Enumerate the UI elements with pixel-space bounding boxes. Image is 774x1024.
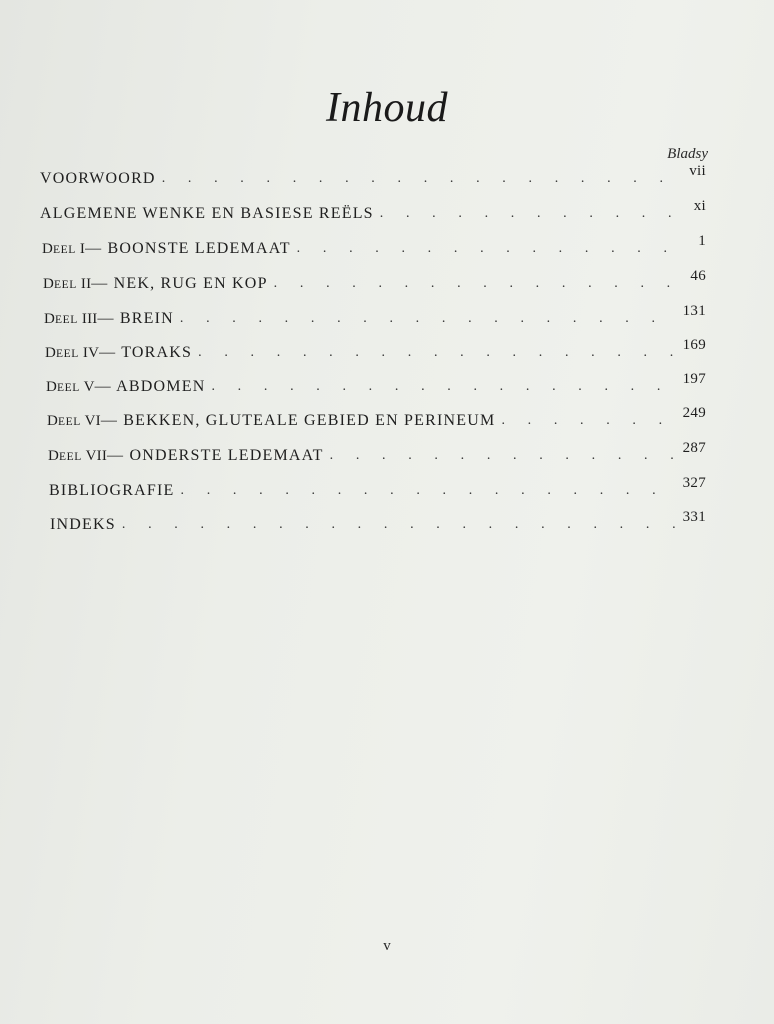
part-prefix-smallcaps: EEL xyxy=(58,416,81,428)
toc-entry-label: — BOONSTE LEDEMAAT xyxy=(85,240,291,257)
toc-entry-deel-4 xyxy=(45,337,706,362)
toc-entry-page: 46 xyxy=(690,268,706,284)
dot-leader xyxy=(274,276,683,292)
toc-entry-part-number: IV xyxy=(82,345,100,361)
toc-entry-part-number: VI xyxy=(84,413,101,429)
toc-entry-label: — ONDERSTE LEDEMAAT xyxy=(107,447,324,464)
toc-entry-label: BIBLIOGRAFIE xyxy=(49,482,175,499)
toc-entry-label: — BEKKEN, GLUTEALE GEBIED EN PERINEUM xyxy=(100,412,496,429)
dot-leader xyxy=(380,206,686,222)
toc-entry-part-number: I xyxy=(79,241,86,257)
toc-entry-deel-5 xyxy=(46,371,706,396)
toc-entry-label: INDEKS xyxy=(50,516,116,533)
dot-leader xyxy=(501,413,674,429)
part-prefix-smallcaps: EEL xyxy=(55,314,78,326)
toc-entry-label: ALGEMENE WENKE EN BASIESE REËLS xyxy=(40,205,374,222)
toc-entry-part: DEEL VII xyxy=(48,448,108,464)
toc-entry-page: 169 xyxy=(682,337,706,353)
toc-entry-page: 327 xyxy=(682,475,706,491)
toc-entry-deel-3 xyxy=(44,303,706,328)
toc-entry-part: DEEL VI xyxy=(47,413,101,429)
toc-entry-label: VOORWOORD xyxy=(40,170,156,187)
toc-entry-deel-1 xyxy=(42,233,706,258)
toc-entry-indeks xyxy=(50,509,706,534)
toc-entry-part-number: V xyxy=(83,379,95,395)
toc-entry-part: DEEL III xyxy=(44,311,98,327)
toc-entry-page: 131 xyxy=(682,303,706,319)
dot-leader xyxy=(162,171,682,187)
toc-entry-page: vii xyxy=(689,163,706,179)
toc-entry-part: DEEL II xyxy=(43,276,92,292)
toc-entry-label: — BREIN xyxy=(97,310,174,327)
dot-leader xyxy=(122,517,675,533)
toc-entry-part: DEEL I xyxy=(42,241,86,257)
toc-entry-label: — TORAKS xyxy=(99,344,193,361)
toc-entry-part: DEEL V xyxy=(46,379,95,395)
part-prefix-smallcaps: EEL xyxy=(53,244,76,256)
dot-leader xyxy=(180,311,675,327)
part-prefix-smallcaps: EEL xyxy=(59,451,82,463)
page-column-header: Bladsy xyxy=(667,146,708,162)
page-title: Inhoud xyxy=(326,85,448,131)
toc-entry-deel-7 xyxy=(48,440,706,465)
toc-entry-part-number: VII xyxy=(85,448,108,464)
dot-leader xyxy=(330,448,675,464)
toc-entry-label: — NEK, RUG EN KOP xyxy=(91,275,268,292)
toc-entry-voorwoord xyxy=(40,163,706,188)
toc-entry-algemene-wenke xyxy=(40,198,706,223)
part-prefix-smallcaps: EEL xyxy=(56,348,79,360)
dot-leader xyxy=(297,241,691,257)
toc-entry-part-number: II xyxy=(80,276,92,292)
part-prefix-smallcaps: EEL xyxy=(57,382,80,394)
toc-entry-page: 249 xyxy=(682,405,706,421)
toc-entry-deel-6 xyxy=(47,405,706,430)
toc-entry-page: xi xyxy=(693,198,706,214)
part-prefix-smallcaps: EEL xyxy=(54,279,77,291)
toc-entry-page: 1 xyxy=(698,233,706,249)
toc-entry-page: 287 xyxy=(682,440,706,456)
toc-entry-page: 197 xyxy=(682,371,706,387)
dot-leader xyxy=(181,483,675,499)
dot-leader xyxy=(198,345,674,361)
page-number: v xyxy=(383,938,391,954)
toc-entry-part-number: III xyxy=(81,311,98,327)
toc-entry-deel-2 xyxy=(43,268,706,293)
toc-entry-label: — ABDOMEN xyxy=(94,378,206,395)
toc-entry-bibliografie xyxy=(49,475,706,500)
toc-entry-part: DEEL IV xyxy=(45,345,100,361)
toc-entry-page: 331 xyxy=(682,509,706,525)
dot-leader xyxy=(211,379,674,395)
